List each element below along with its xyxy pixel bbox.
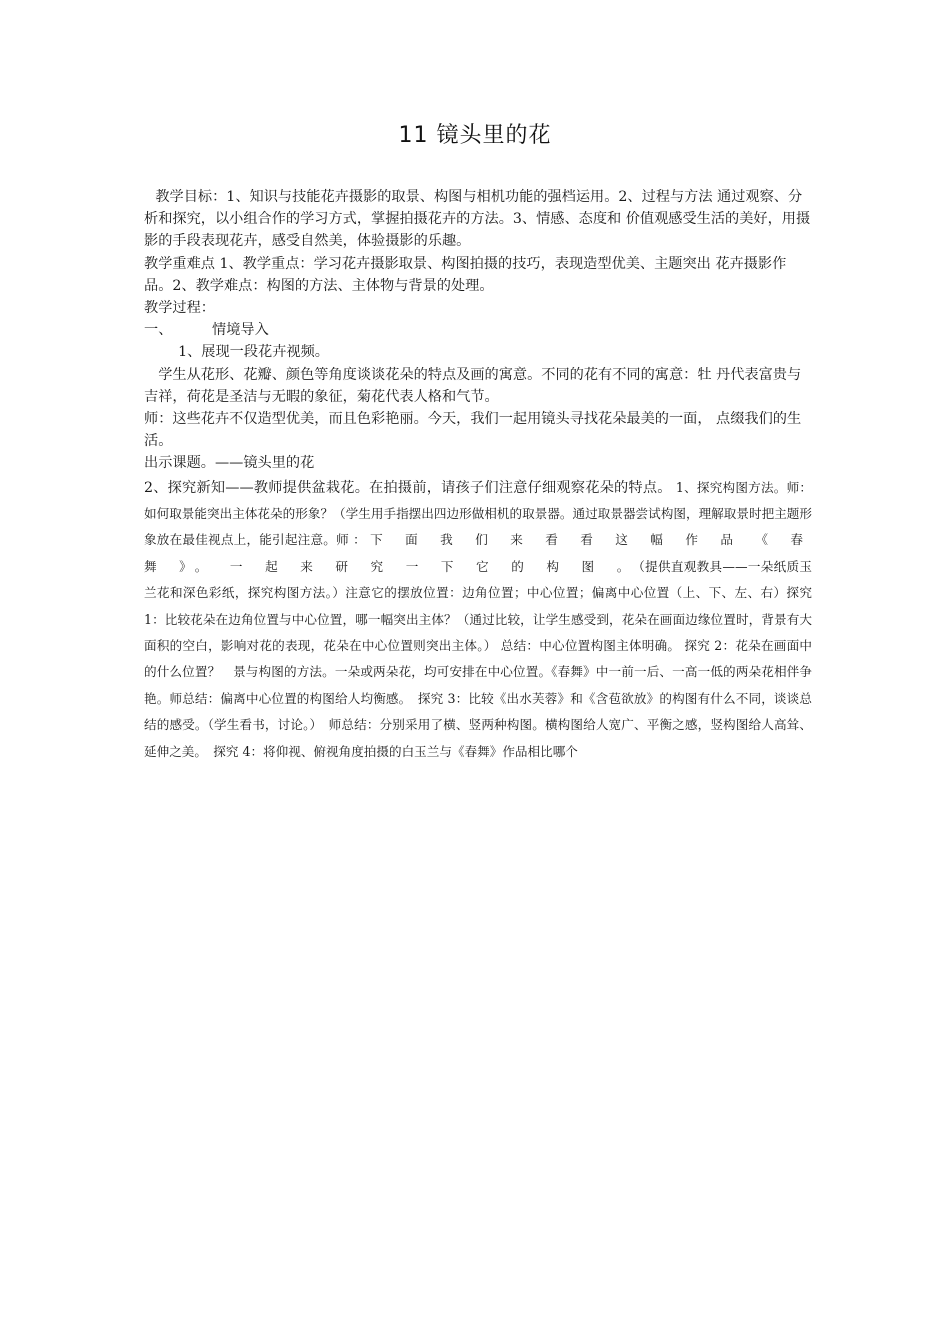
section-number: 一、	[144, 322, 173, 339]
teacher-paragraph: 师：这些花卉不仅造型优美，而且色彩艳丽。今天，我们一起用镜头寻找花朵最美的一面， 点缀我们的生活。	[144, 411, 802, 450]
section-title: 情境导入	[212, 322, 269, 339]
key-points-paragraph: 教学重难点 1、教学重点：学习花卉摄影取景、构图拍摄的技巧，表现造型优美、主题突出 花卉摄影作品。2、教学难点：构图的方法、主体物与背景的处理。	[144, 255, 787, 294]
process-heading: 教学过程：	[144, 300, 215, 317]
students-paragraph: 学生从花形、花瓣、颜色等角度谈谈花朵的特点及画的寓意。不同的花有不同的寓意：牡 丹代表富贵与吉祥，荷花是圣洁与无暇的象征，菊花代表人格和气节。	[144, 366, 802, 405]
section-heading-1	[144, 319, 812, 341]
step-1-paragraph: 1、展现一段花卉视频。	[178, 344, 329, 361]
document-body	[144, 186, 812, 765]
page-title: 11 镜头里的花	[398, 123, 552, 148]
explore-wide-text: 下 面 我 们 来 看 看 这 幅 作 品 《 春 舞 》。 一 起 来 研 究 一 下 它 的 构 图 。	[144, 532, 812, 574]
explore-lead: 2、探究新知——教师提供盆栽花。在拍摄前，请孩子们注意仔细观察花朵的特点。	[144, 479, 672, 496]
show-topic-paragraph: 出示课题。——镜头里的花	[144, 455, 315, 472]
explore-part-1: 1、探究构图方法。师：如何取景能突出主体花朵的形象？（学生用手指摆出四边形做相机的取景器。通过取景器尝试构图，理解取景时把主题形象放在最佳视点上，能引起注意。师 ：	[144, 479, 813, 548]
explore-part-2: （提供直观教具——一朵纸质玉兰花和深色彩纸，探究构图方法。）注意它的摆放位置：边角位置；中心位置；偏离中心位置（上、下、左、右）探究 1：比较花朵在边角位置与中心位置，哪一幅突出主体？（通过比较，让学生感受到，花朵在画面边缘位置时，背景有大面积的空白，影响对花的表现，花朵在中心位置则突出主体。） 总结：中心位置构图主体明确。 探究 2：花朵在画面中的什么位置？ 景与构图的方法。一朵或两朵花，均可安排在中心位置。《春舞》中一前一后、一高一低的两朵花相伴争艳。师总结：偏离中心位置的构图给人均衡感。 探究 3：比较《出水芙蓉》和《含苞欲放》的构图有什么不同，谈谈总结的感受。（学生看书，讨论。） 师总结：分别采用了横、竖两种构图。横构图给人宽广、平衡之感，竖构图给人高耸、延伸之美。 探究 4：将仰视、俯视角度拍摄的白玉兰与《春舞》作品相比哪个	[144, 558, 812, 759]
explore-paragraph	[144, 475, 812, 765]
teaching-goals-paragraph: 教学目标：1、知识与技能花卉摄影的取景、构图与相机功能的强档运用。2、过程与方法 通过观察、分析和探究，以小组合作的学习方式，掌握拍摄花卉的方法。3、情感、态度和 价值观感受生活的美好，用摄影的手段表现花卉，感受自然美，体验摄影的乐趣。	[144, 189, 811, 250]
